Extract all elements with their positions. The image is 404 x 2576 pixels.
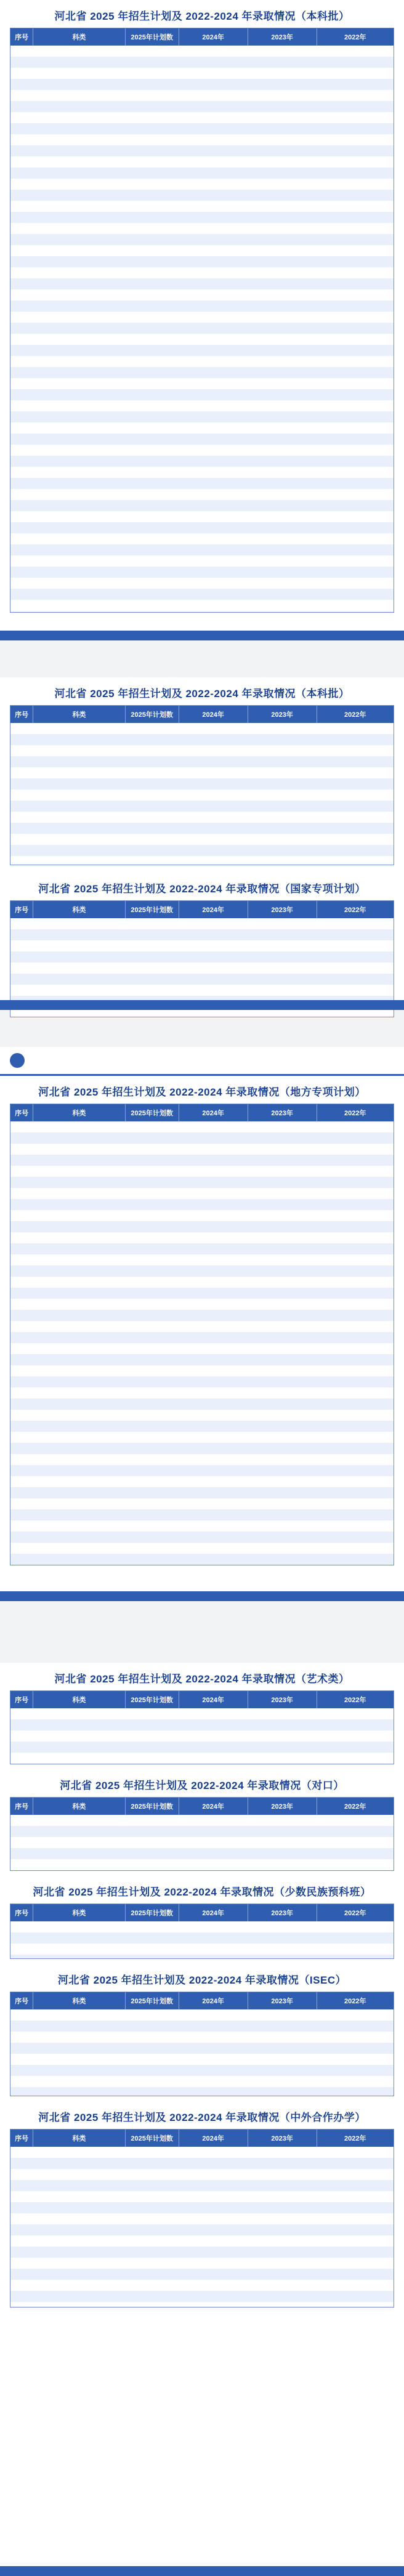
header-cell: 2023年 (248, 706, 317, 723)
header-cell: 序号 (10, 1798, 33, 1815)
page-footer (0, 2566, 404, 2576)
panel-title: 河北省 2025 年招生计划及 2022-2024 年录取情况（艺术类） (54, 1673, 350, 1685)
panel-title: 河北省 2025 年招生计划及 2022-2024 年录取情况（本科批） (54, 688, 350, 700)
table-body (10, 46, 394, 612)
header-cell: 2022年 (344, 1803, 366, 1811)
header-cell: 2022年 (344, 906, 366, 914)
header-cell: 2025年计划数 (126, 2130, 179, 2147)
header-cell: 科类 (33, 1992, 125, 2009)
university-logo-icon (10, 1053, 25, 1068)
table-body (10, 1708, 394, 1764)
header-cell: 2022年 (344, 1910, 366, 1917)
header-cell: 科类 (33, 706, 125, 723)
admission-table (10, 1797, 394, 1871)
header-cell: 2025年计划数 (126, 1904, 179, 1921)
page-footer (0, 631, 404, 640)
admission-table (10, 2129, 394, 2307)
header-cell: 2025年计划数 (126, 1104, 179, 1121)
header-cell: 科类 (33, 2130, 125, 2147)
admission-table (10, 1104, 394, 1565)
panel-title: 河北省 2025 年招生计划及 2022-2024 年录取情况（地方专项计划） (38, 1086, 366, 1098)
header-cell: 2024年 (179, 706, 248, 723)
table-header (10, 706, 394, 723)
admission-table (10, 1904, 394, 1959)
header-cell: 2025年计划数 (126, 1691, 179, 1708)
panel-title: 河北省 2025 年招生计划及 2022-2024 年录取情况（ISEC） (57, 1974, 347, 1986)
table-header (10, 28, 394, 46)
header-cell: 2024年 (179, 1104, 248, 1121)
table-body (10, 2147, 394, 2307)
header-cell: 2024年 (179, 28, 248, 46)
header-cell: 2022年 (344, 1697, 366, 1704)
header-cell: 2023年 (248, 1798, 317, 1815)
table-body (10, 2009, 394, 2096)
header-cell: 2022年 (344, 1998, 366, 2005)
header-cell: 2025年计划数 (126, 1798, 179, 1815)
panel-title: 河北省 2025 年招生计划及 2022-2024 年录取情况（国家专项计划） (38, 883, 366, 895)
header-cell: 2022年 (344, 34, 366, 41)
header-cell: 2023年 (248, 28, 317, 46)
panel-title: 河北省 2025 年招生计划及 2022-2024 年录取情况（对口） (60, 1780, 344, 1791)
header-cell: 2023年 (248, 1992, 317, 2009)
header-cell: 序号 (10, 1992, 33, 2009)
header-cell: 2022年 (344, 1110, 366, 1117)
header-cell: 2023年 (248, 1691, 317, 1708)
header-cell: 2023年 (248, 901, 317, 918)
header-cell: 科类 (33, 28, 125, 46)
header-cell: 科类 (33, 1798, 125, 1815)
table-header (10, 1992, 394, 2009)
header-cell: 2025年计划数 (126, 1992, 179, 2009)
header-cell: 2023年 (248, 2130, 317, 2147)
admission-table (10, 1992, 394, 2096)
header-cell: 序号 (10, 1904, 33, 1921)
header-cell: 2022年 (344, 2135, 366, 2142)
header-cell: 序号 (10, 28, 33, 46)
header-cell: 2023年 (248, 1904, 317, 1921)
table-header (10, 1691, 394, 1708)
header-cell: 序号 (10, 706, 33, 723)
header-cell: 序号 (10, 2130, 33, 2147)
header-cell: 科类 (33, 1104, 125, 1121)
page-2 (0, 677, 404, 1010)
header-cell: 科类 (33, 1691, 125, 1708)
admission-table (10, 1690, 394, 1764)
page-4 (0, 1663, 404, 2576)
table-body (10, 1815, 394, 1870)
panel-title: 河北省 2025 年招生计划及 2022-2024 年录取情况（本科批） (54, 10, 350, 22)
page-footer (0, 1000, 404, 1010)
header-cell: 序号 (10, 901, 33, 918)
table-header (10, 2130, 394, 2147)
logo-banner (0, 1047, 404, 1076)
header-cell: 2024年 (179, 1992, 248, 2009)
header-cell: 2025年计划数 (126, 706, 179, 723)
page-footer (0, 1591, 404, 1601)
header-cell: 2024年 (179, 2130, 248, 2147)
table-header (10, 1904, 394, 1921)
header-cell: 2024年 (179, 1691, 248, 1708)
table-header (10, 1104, 394, 1121)
header-cell: 科类 (33, 901, 125, 918)
header-cell: 2024年 (179, 1904, 248, 1921)
panel-title: 河北省 2025 年招生计划及 2022-2024 年录取情况（少数民族预科班） (33, 1886, 371, 1898)
admission-table (10, 705, 394, 865)
table-header (10, 1798, 394, 1815)
header-cell: 2023年 (248, 1104, 317, 1121)
header-cell: 2024年 (179, 901, 248, 918)
header-cell: 2022年 (344, 711, 366, 719)
header-cell: 序号 (10, 1104, 33, 1121)
header-cell: 序号 (10, 1691, 33, 1708)
table-body (10, 1921, 394, 1958)
panel-title: 河北省 2025 年招生计划及 2022-2024 年录取情况（中外合作办学） (38, 2112, 366, 2123)
page-3 (0, 1047, 404, 1601)
table-body (10, 723, 394, 865)
header-cell: 2025年计划数 (126, 901, 179, 918)
admission-table (10, 28, 394, 613)
header-cell: 2024年 (179, 1798, 248, 1815)
header-cell: 2025年计划数 (126, 28, 179, 46)
table-body (10, 1121, 394, 1565)
page-1 (0, 0, 404, 640)
header-cell: 科类 (33, 1904, 125, 1921)
table-header (10, 901, 394, 918)
